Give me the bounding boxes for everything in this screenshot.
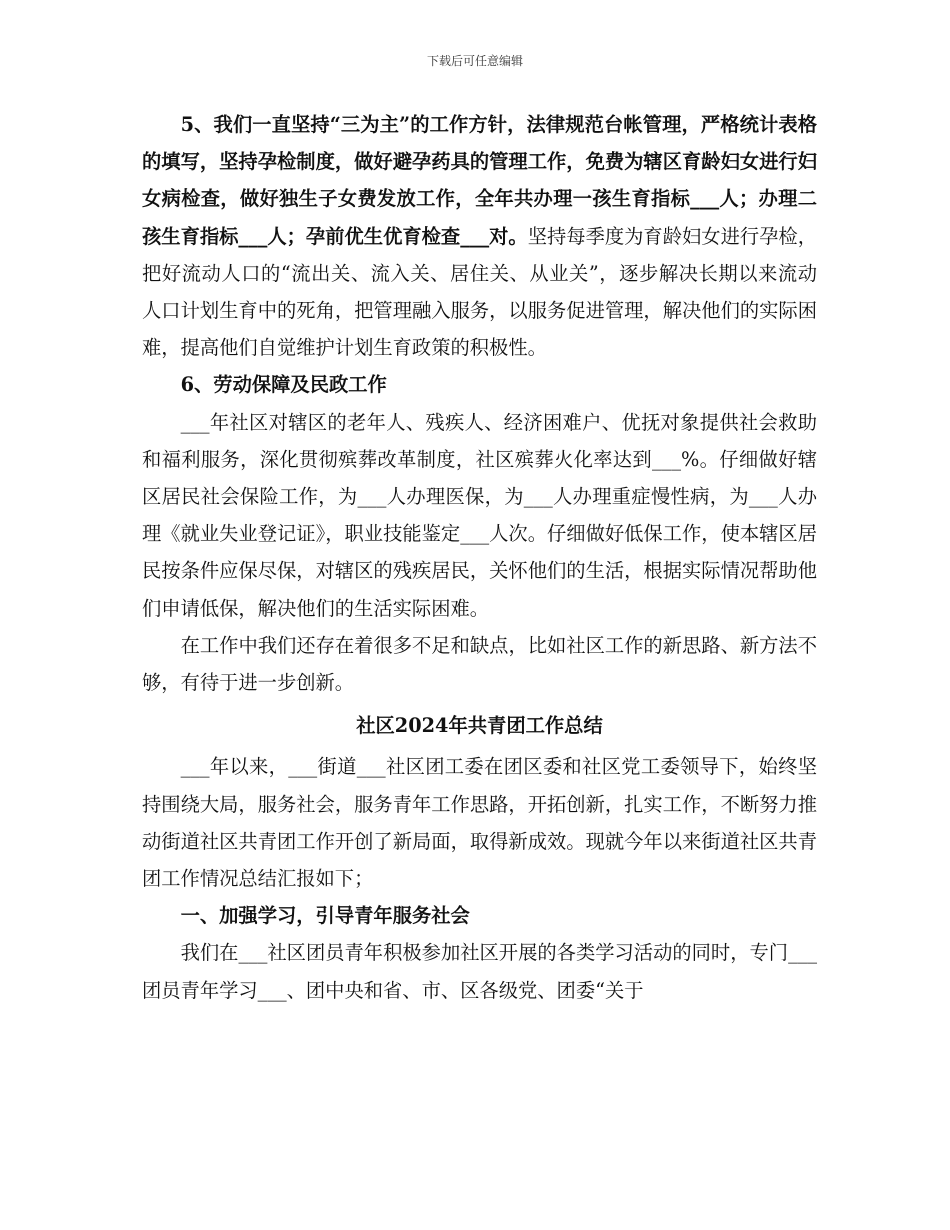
item5-paragraph: [142, 106, 817, 366]
item6-paragraph: ___年社区对辖区的老年人、残疾人、经济困难户、优抚对象提供社会救助和福利服务，深化贯彻殡葬改革制度，社区殡葬火化率达到___%。仔细做好辖区居民社会保险工作，为___人办理医保，为___人办理重症慢性病，为___人办理《就业失业登记证》，职业技能鉴定___人次。仔细做好低保工作，使本辖区居民按条件应保尽保，对辖区的残疾居民，关怀他们的生活，根据实际情况帮助他们申请低保，解决他们的生活实际困难。: [142, 410, 817, 620]
section1-heading: 一、加强学习，引导青年服务社会: [180, 904, 470, 928]
item5-normal-text: 坚持每季度为育龄妇女进行孕检，把好流动人口的“流出关、流入关、居住关、从业关”，逐步解决长期以来流动人口计划生育中的死角，把管理融入服务，以服务促进管理，解决他们的实际困难，提高他们自觉维护计划生育政策的积极性。: [142, 224, 818, 360]
intro-paragraph: ___年以来，___街道___社区团工委在团区委和社区党工委领导下，始终坚持围绕大局，服务社会，服务青年工作思路，开拓创新，扎实工作，不断努力推动街道社区共青团工作开创了新局面，取得新成效。现就今年以来街道社区共青团工作情况总结汇报如下；: [142, 755, 817, 891]
item6-heading: 6、劳动保障及民政工作: [180, 373, 387, 397]
item5-bold-text: 5、我们一直坚持“三为主”的工作方针，法律规范台帐管理，严格统计表格的填写，坚持孕检制度，做好避孕药具的管理工作，免费为辖区育龄妇女进行妇女病检查，做好独生子女费发放工作，全年共办理一孩生育指标___人；办理二孩生育指标___人；孕前优生优育检查___对。: [142, 113, 817, 248]
section1-paragraph: 我们在___社区团员青年积极参加社区开展的各类学习活动的同时，专门___团员青年学习___、团中央和省、市、区各级党、团委“关于: [142, 941, 817, 1002]
page-header: 下载后可任意编辑: [426, 54, 523, 68]
document-title: 社区2024年共青团工作总结: [356, 714, 603, 738]
document-body: [142, 106, 817, 1009]
closing-paragraph: 在工作中我们还存在着很多不足和缺点，比如社区工作的新思路、新方法不够，有待于进一步创新。: [142, 633, 817, 695]
